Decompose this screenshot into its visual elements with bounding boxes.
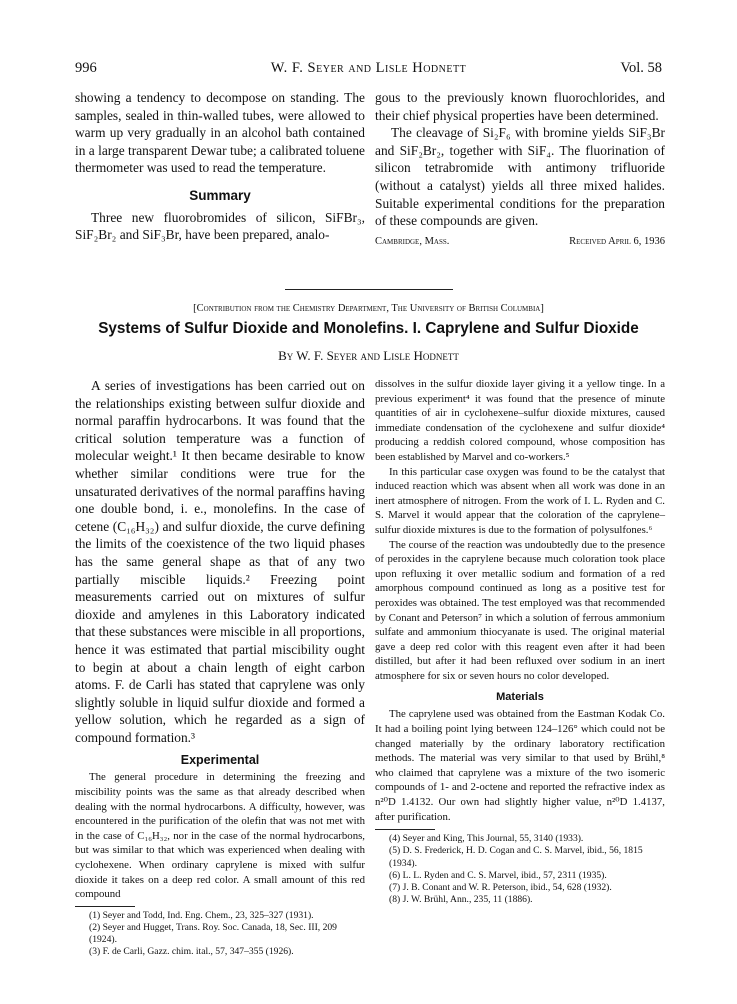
materials-paragraph: The caprylene used was obtained from the Eastman Kodak Co. It had a boiling point lying between 124–126° which could not be changed materially by the ordinary laboratory rectification methods. The material was very similar to that used by Brühl,⁸ who claimed that caprylene was a mixture of the two isomeric compounds of 1- and 2-octene and reported the refractive index as n²⁰D 1.4132. Our own had slightly higher value, n²⁰D 1.4137, after purification. (375, 708, 665, 823)
received-date: Received April 6, 1936 (569, 235, 665, 247)
footnotes-left (75, 910, 365, 959)
contribution-line: [Contribution from the Chemistry Department, The University of British Columbia] (193, 303, 544, 314)
materials-heading: Materials (496, 691, 544, 704)
right-column (375, 377, 665, 906)
summary-paragraph-2: The cleavage of Si₂F₆ with bromine yields SiF₃Br and SiF₂Br₂, together with SiF₄. The fluorination of silicon tetrabromide with antimony trifluoride (without a catalyst) yields all three mixed halides. Suitable experimental conditions for the preparation of these compounds are given. (375, 125, 665, 229)
previous-article-right (375, 89, 665, 250)
volume-number: Vol. 58 (620, 60, 662, 76)
experimental-paragraph: The general procedure in determining the freezing and miscibility points was the same as that already described when dealing with the normal hydrocarbons. A difficulty, however, was encountered in the purification of the olefin that was not met with in the case of C₁₆H₃₂, nor in the case of the normal hydrocarbons, but was similar to that which was experienced when dealing with cyclohexene. When ordinary caprylene is mixed with sulfur dioxide it takes on a deep red color. A small amount of this red compound (75, 771, 365, 901)
byline: By W. F. Seyer and Lisle Hodnett (278, 348, 459, 363)
intro-paragraph: A series of investigations has been carried out on the relationships existing between sulfur dioxide and normal paraffin hydrocarbons. It was found that the critical solution temperature was a function of molecular weight.¹ It then became desirable to know whether similar conditions were true for the unsaturated derivatives of the normal paraffins having one double bond, i. e., monolefins. In the case of cetene (C₁₆H₃₂) and sulfur dioxide, the curve defining the limits of the coexistence of the two liquid phases has the same general shape as that of any two partially miscible liquids.² Freezing point measurements carried out on mixtures of sulfur dioxide and amylenes in this Laboratory indicated that these substances were miscible in all proportions, hence it was estimated that partial miscibility ought to begin at about a chain length of eight carbon atoms. F. de Carli has stated that caprylene was only slightly soluble in liquid sulfur dioxide and formed a yellow solution, which he regarded as a sign of compound formation.³ (75, 378, 365, 745)
footnote: (6) L. L. Ryden and C. S. Marvel, ibid., 57, 2311 (1935). (389, 869, 607, 881)
article-title: Systems of Sulfur Dioxide and Monolefins. I. Caprylene and Sulfur Dioxide (98, 320, 639, 337)
footnote: (8) J. W. Brühl, Ann., 235, 11 (1886). (389, 894, 533, 906)
summary-paragraph-start: Three new fluorobromides of silicon, SiFBr₃, SiF₂Br₂ and SiF₃Br, have been prepared, analo- (75, 209, 365, 243)
paragraph: The course of the reaction was undoubtedly due to the presence of peroxides in the caprylene because much coloration took place upon refluxing it over metallic sodium and formation of a red amorphous compound continued as long as a positive test for peroxides was obtained. The test employed was that recommended by Conant and Peterson⁷ in which a solution of ferrous ammonium sulfate and ammonium thiocyanate is used. The original material gave a deep red color with this reagent even after it had been distilled, but after it had been refluxed over sodium in an inert atmosphere for six or seven hours no color developed. (375, 538, 665, 682)
footnote: (3) F. de Carli, Gazz. chim. ital., 57, 347–355 (1926). (89, 946, 294, 958)
footnote-rule (375, 829, 435, 830)
paragraph: In this particular case oxygen was found to be the catalyst that induced reaction which was absent when all work was done in an inert atmosphere of nitrogen. From the work of I. L. Ryden and C. S. Marvel it would appear that the coloration of the caprylene–sulfur dioxide mixtures is due to the formation of polysulfones.⁶ (375, 465, 665, 536)
footnote: (5) D. S. Frederick, H. D. Cogan and C. S. Marvel, ibid., 56, 1815 (1934). (389, 845, 643, 869)
previous-article-paragraph: showing a tendency to decompose on standing. The samples, sealed in thin-walled tubes, were allowed to warm up very gradually in an alcohol bath contained in a large transparent Dewar tube; a calibrated toluene thermometer was used to read the temperature. (75, 90, 365, 176)
summary-heading: Summary (189, 187, 251, 203)
footnote: (7) J. B. Conant and W. R. Peterson, ibid., 54, 628 (1932). (389, 882, 612, 894)
summary-continuation: gous to the previously known fluorochlorides, and their chief physical properties have been determined. (375, 90, 665, 123)
running-title: W. F. Seyer and Lisle Hodnett (270, 60, 467, 76)
experimental-heading: Experimental (180, 753, 260, 768)
section-divider (285, 289, 453, 290)
footnote: (1) Seyer and Todd, Ind. Eng. Chem., 23, 325–327 (1931). (89, 909, 314, 921)
affiliation-place: Cambridge, Mass. (375, 235, 450, 247)
footnotes-right (375, 833, 665, 906)
footnote-rule (75, 906, 135, 907)
paragraph: dissolves in the sulfur dioxide layer giving it a yellow tinge. In a previous experiment⁴ it was found that the presence of minute quantities of air in cyclohexene–sulfur dioxide mixtures, caused immediate condensation of the cyclohexene and sulfur dioxide⁴ producing a reddish colored compound, whose composition has been established by Marvel and co-workers.⁵ (375, 378, 665, 463)
page-number: 996 (75, 60, 97, 76)
left-column (75, 377, 365, 959)
previous-article-left (75, 89, 365, 244)
footnote: (4) Seyer and King, This Journal, 55, 3140 (1933). (389, 833, 584, 845)
footnote: (2) Seyer and Hugget, Trans. Roy. Soc. Canada, 18, Sec. III, 209 (1924). (89, 922, 337, 946)
